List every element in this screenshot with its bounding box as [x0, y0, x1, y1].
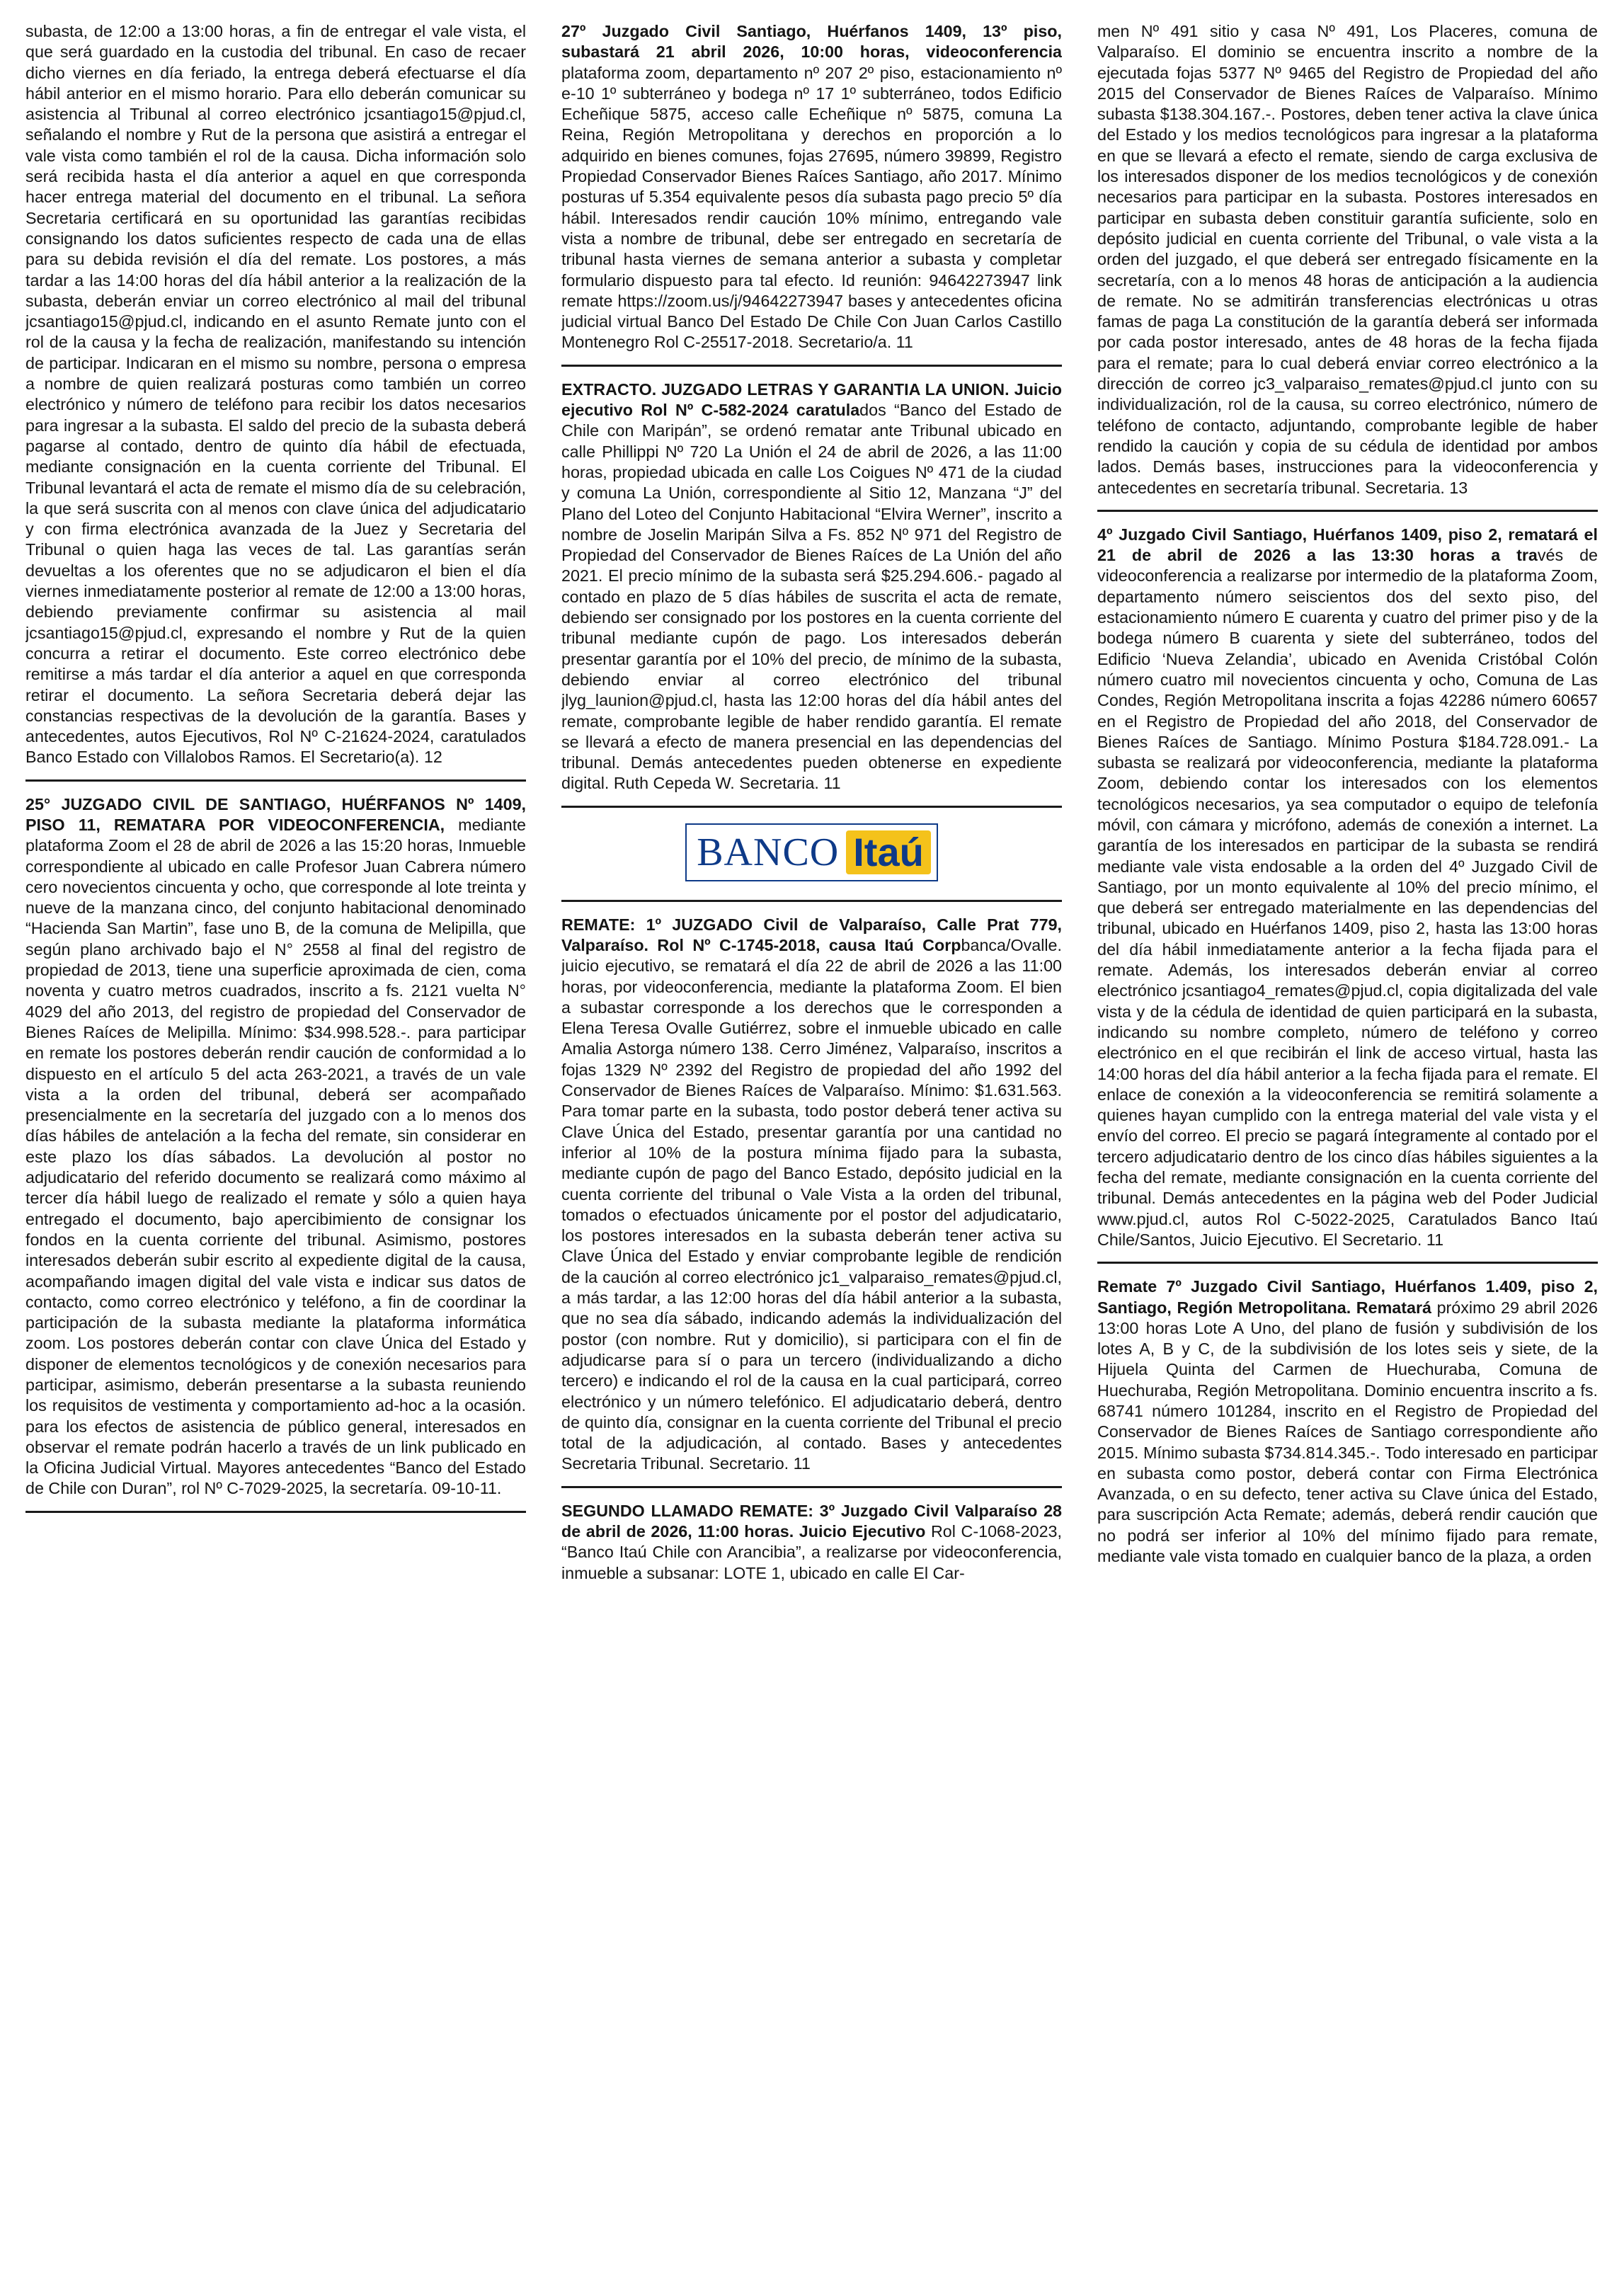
banco-itau-logo	[561, 823, 1062, 881]
notice-body: dos “Banco del Estado de Chile con Maripán”, se ordenó rematar ante Tribunal ubicado en calle Phillippi Nº 720 La Unión el 24 de abril de 2026, a las 11:00 horas, propiedad ubicada en calle Los Coigues Nº 471 de la ciudad y comuna La Unión, correspondiente al Sitio 12, Manzana “J” del Plano del Loteo del Conjunto Habitacional “Elvira Werner”, inscrito a nombre de Joselin Maripán Silva a Fs. 852 Nº 971 del Registro de Propiedad del Conservador de Bienes Raíces de La Unión del año 2021. El precio mínimo de la subasta será $25.294.606.- pagado al contado en plazo de 5 días hábiles de suscrita el acta de remate, debiendo ser consignado por los postores en la cuenta corriente del tribunal mediante cupón de pago. Los interesados deberán presentar garantía por el 10% del precio, de mínimo de la subasta, debiendo enviar al correo electrónico del tribunal jlyg_launion@pjud.cl, hasta las 12:00 horas del día hábil antes del remate, comprobante legible de haber rendido garantía. El remate se llevará a efecto de manera presencial en las dependencias del tribunal. Demás antecedentes pueden obtenerse en expediente digital. Ruth Cepeda W. Secretaria. 11	[561, 401, 1062, 793]
notice-heading: REMATE: 1º JUZGADO Civil de Valparaíso, Calle Prat 779, Valparaíso. Rol Nº C-1745-2018, causa Itaú Corp	[561, 915, 1062, 954]
notice-body: Rol C-1068-2023, “Banco Itaú Chile con Arancibia”, a realizarse por videoconferencia, inmueble a subsanar: LOTE 1, ubicado en calle El Car-	[561, 1522, 1062, 1582]
section-divider	[25, 779, 526, 782]
notice-body: men Nº 491 sitio y casa Nº 491, Los Placeres, comuna de Valparaíso. El dominio se encuentra inscrito a nombre de la ejecutada fojas 5377 Nº 9465 del Registro de Propiedad del año 2015 del Conservador de Bienes Raíces de Valparaíso. Mínimo subasta $138.304.167.-. Postores, deben tener activa la clave única del Estado y los medios tecnológicos para ingresar a la plataforma en que se llevará a efecto el remate, siendo de carga exclusiva de los interesados disponer de los medios tecnológicos y de conexión necesarios para participar en la subasta. Postores interesados en participar en subasta deben constituir garantía suficiente, solo en depósito judicial en cuenta corriente del Tribunal, o vale vista a la orden del juzgado, el que deberá ser entregado físicamente en la secretaría, con a lo menos 48 horas de anticipación a la audiencia de remate. No se admitirán transferencias electrónicas u otras famas de paga La constitución de la garantía deberá ser informada por cada postor interesado, antes de 48 horas de la fecha fijada para el remate; para lo cual deberá enviar correo electrónico a la dirección de correo jc3_valparaiso_remates@pjud.cl junto con su individualización, rol de la causa, su correo electrónico, número de teléfono de contacto, adjuntando, comprobante legible de haber rendido la caución y copia de su cédula de identidad por ambos lados. Demás bases, instrucciones para la videoconferencia y antecedentes en secretaría tribunal. Secretaria. 13	[1097, 22, 1598, 497]
notice-body: subasta, de 12:00 a 13:00 horas, a fin de entregar el vale vista, el que será guardado en la custodia del tribunal. En caso de recaer dicho viernes en día feriado, la entrega deberá efectuarse el día hábil anterior en el mismo horario. Para ello deberán comunicar su asistencia al Tribunal al correo electrónico jcsantiago15@pjud.cl, señalando el nombre y Rut de la persona que asistirá a entregar el vale vista como también el rol de la causa. Dicha información solo será recibida hasta el día anterior a aquel en que corresponda hacer entrega material del documento en el tribunal. La señora Secretaria certificará en su oportunidad las garantías recibidas consignando los datos suficientes respecto de cada una de ellas para su debida revisión el día del remate. Los postores, a más tardar a las 14:00 horas del día hábil anterior a la realización de la subasta, deberán enviar un correo electrónico al mail del tribunal jcsantiago15@pjud.cl, indicando en el asunto Remate junto con el rol de la causa y la fecha de realización, manifestando su intención de participar. Indicaran en el mismo su nombre, persona o empresa a nombre de quien realizará posturas como también un correo electrónico y número de teléfono para recibir los datos necesarios para ingresar a la subasta. El saldo del precio de la subasta deberá pagarse al contado, dentro de quinto día hábil de efectuada, mediante consignación en la cuenta corriente del Tribunal. El Tribunal levantará el acta de remate el mismo día de su celebración, la que será suscrita con al menos con clave única del adjudicatario y con firma electrónica avanzada de la Juez y Secretaria del Tribunal o quien haga las veces de tal. Las garantías serán devueltas a los oferentes que no se adjudicaron el bien el día viernes inmediatamente posterior al remate de 12:00 a 13:00 horas, debiendo previamente confirmar su asistencia al mail jcsantiago15@pjud.cl, expresando el nombre y Rut de la quien concurra a retirar el documento. Este correo electrónico debe remitirse a más tardar el día anterior a aquel en que corresponda retirar el documento. La señora Secretaria deberá dejar las constancias respectivas de la devolución de la garantía. Bases y antecedentes, autos Ejecutivos, Rol Nº C-21624-2024, caratulados Banco Estado con Villalobos Ramos. El Secretario(a). 12	[25, 22, 526, 767]
legal-notice	[561, 21, 1062, 353]
section-divider	[561, 806, 1062, 808]
legal-notice	[25, 794, 526, 1499]
column-2	[561, 21, 1062, 2270]
section-divider	[561, 365, 1062, 367]
logo-banco-text: BANCO	[697, 830, 840, 874]
notice-body: vés de videoconferencia a realizarse por intermedio de la plataforma Zoom, departamento número seiscientos dos del sexto piso, del estacionamiento número E cuarenta y cuatro del primer piso y de la bodega número B cuarenta y siete del subterráneo, todos del Edificio ‘Nueva Zelandia’, ubicado en Avenida Cristóbal Colón número cuatro mil novecientos cincuenta y ocho, Comuna de Las Condes, Región Metropolitana inscrita a fojas 42286 número 60657 en el Registro de Propiedad del año 2018, del Conservador de Bienes Raíces de Santiago. Mínimo Postura $184.728.091.- La subasta se realizará por videoconferencia, mediante la plataforma Zoom, debiendo contar los interesados con los elementos tecnológicos necesarios, ya sea computador o equipo de telefonía móvil, con cámara y micrófono, además de conexión a internet. La garantía de los interesados en participar de la subasta se rendirá mediante vale vista endosable a la orden del 4º Juzgado Civil de Santiago, por un monto equivalente al 10% del precio mínimo, el que deberá ser entregado materialmente en las dependencias del tribunal, ubicado en Huérfanos 1409, piso 2, hasta las 13:00 horas del día hábil inmediatamente anterior a la fecha fijada para el remate. Además, los interesados deberán enviar al correo electrónico jcsantiago4_remates@pjud.cl, copia digitalizada del vale vista y de la cédula de identidad de quien participará en la subasta, indicando su nombre completo, número de teléfono y correo electrónico en el que recibirán el link de acceso virtual, hasta las 14:00 horas del día hábil anterior a la fecha fijada para el remate. El enlace de conexión a la videoconferencia se remitirá solamente a quienes hayan cumplido con la entrega material del vale vista y el envío del correo. El precio se pagará íntegramente al contado por el tercero adjudicatario dentro de los cinco días hábiles siguientes a la fecha del remate, mediante consignación en la cuenta corriente del tribunal. Demás antecedentes en la página web del Poder Judicial www.pjud.cl, autos Rol C-5022-2025, Caratulados Banco Itaú Chile/Santos, Juicio Ejecutivo. El Secretario. 11	[1097, 546, 1598, 1249]
logo-itau-text: Itaú	[846, 830, 931, 874]
section-divider	[1097, 1262, 1598, 1264]
legal-notice	[1097, 1276, 1598, 1567]
notice-body: banca/Ovalle. juicio ejecutivo, se rematará el día 22 de abril de 2026 a las 11:00 horas, por videoconferencia, mediante la plataforma Zoom. El bien a subastar corresponde a los derechos que le corresponden a Elena Teresa Ovalle Gutiérrez, sobre el inmueble ubicado en calle Amalia Astorga número 138. Cerro Jiménez, Valparaíso, inscritos a fojas 1329 Nº 2392 del Registro de propiedad del año 1992 del Conservador de Bienes Raíces de Valparaíso. Mínimo: $1.631.563. Para tomar parte en la subasta, todo postor deberá tener activa su Clave Única del Estado, presentar garantía por una cantidad no inferior al 10% de la postura mínima fijado para la subasta, mediante cupón de pago del Banco Estado, depósito judicial en la cuenta corriente del tribunal o Vale Vista a la orden del tribunal, tomados o efectuados únicamente por el postor del adjudicatario, los postores interesados en la subasta deberán tener activa su Clave Única del Estado y enviar comprobante legible de rendición de la caución al correo electrónico jc1_valparaiso_remates@pjud.cl, a más tardar, a las 12:00 horas del día hábil anterior a la subasta, que no sea día sábado, indicando además la individualización del postor (con nombre. Rut y domicilio), si participara con el fin de adjudicarse para sí o para un tercero (individualizando a dicho tercero) e indicando el rol de la causa en la cual participará, correo electrónico y un número telefónico. El adjudicatario deberá, dentro de quinto día, consignar en la cuenta corriente del Tribunal el precio total de la adjudicación, al contado. Bases y antecedentes Secretaria Tribunal. Secretario. 11	[561, 935, 1062, 1473]
legal-notice	[25, 21, 526, 768]
legal-notice	[1097, 21, 1598, 498]
notice-heading: 25° JUZGADO CIVIL DE SANTIAGO, HUÉRFANOS Nº 1409, PISO 11, REMATARA POR VIDEOCONFERENCIA,	[25, 794, 526, 834]
legal-notice	[1097, 525, 1598, 1250]
legal-notice	[561, 915, 1062, 1475]
column-1	[25, 21, 526, 2270]
legal-notice	[561, 379, 1062, 794]
notice-body: mediante plataforma Zoom el 28 de abril de 2026 a las 15:20 horas, Inmueble correspondiente al ubicado en calle Profesor Juan Cabrera número cero novecientos cincuenta y ocho, que corresponde al lote treinta y nueve de la manzana cinco, del conjunto habitacional denominado “Hacienda San Martin”, fase uno B, de la comuna de Melipilla, que según plano archivado bajo el N° 2558 al final del registro de propiedad de 2013, tiene una superficie aproximada de cien, coma noventa y cuatro metros cuadrados, inscrito a fs. 2121 vuelta N° 4029 del año 2013, del registro de propiedad del Conservador de Bienes Raíces de Melipilla. Mínimo: $34.998.528.-. para participar en remate los postores deberán rendir caución de conformidad a lo dispuesto en el artículo 5 del acta 263-2021, a través de un vale vista a la orden del tribunal, deberá ser acompañado presencialmente en la secretaría del juzgado con a lo menos dos días hábiles de antelación a la fecha del remate, sin considerar en este plazo los días sábados. La devolución al postor no adjudicatario del referido documento se realizará como máximo al tercer día hábil luego de realizado el remate y sólo a quien haya entregado el documento, bajo apercibimiento de consignar los fondos en la cuenta corriente del tribunal. Asimismo, postores interesados deberán subir escrito al expediente digital de la causa, acompañando imagen digital del vale vista e indicar sus datos de contacto, como correo electrónico y teléfono, a fin de coordinar la participación de la subasta mediante la plataforma informática zoom. Los postores deberán contar con clave Única del Estado y disponer de elementos tecnológicos y de conexión necesarios para participar, asimismo, deberán presentarse a la subasta reuniendo los requisitos de vestimenta y comportamiento ad-hoc a la ocasión. para los efectos de asistencia de público general, interesados en observar el remate podrán hacerlo a través de un link publicado en la Oficina Judicial Virtual. Mayores antecedentes “Banco del Estado de Chile con Duran”, rol Nº C-7029-2025, la secretaría. 09-10-11.	[25, 815, 526, 1498]
section-divider	[561, 1486, 1062, 1488]
section-divider	[25, 1511, 526, 1513]
notice-heading: 27º Juzgado Civil Santiago, Huérfanos 1409, 13º piso, subastará 21 abril 2026, 10:00 horas, videoconferencia	[561, 22, 1062, 62]
notice-body: plataforma zoom, departamento nº 207 2º piso, estacionamiento nº e-10 1º subterráneo y bodega nº 17 1º subterráneo, todos Edificio Echeñique 5875, acceso calle Echeñique nº 5875, comuna La Reina, Región Metropolitana y derechos en proporción a lo adquirido en bienes comunes, fojas 27695, número 39899, Registro Propiedad Conservador Bienes Raíces Santiago, año 2017. Mínimo posturas uf 5.354 equivalente pesos día subasta pago precio 5º día hábil. Interesados rendir caución 10% mínimo, entregando vale vista a nombre de tribunal, debe ser entregado en secretaría de tribunal hasta viernes de semana anterior a subasta y completar formulario dispuesto para tal efecto. Id reunión: 94642273947 link remate https://zoom.us/j/94642273947 bases y antecedentes oficina judicial virtual Banco Del Estado De Chile Con Juan Carlos Castillo Montenegro Rol C-25517-2018. Secretario/a. 11	[561, 63, 1062, 352]
notice-heading: 4º Juzgado Civil Santiago, Huérfanos 1409, piso 2, rematará el 21 de abril de 2026 a las 13:30 horas a tra	[1097, 525, 1598, 565]
legal-notice	[561, 1501, 1062, 1584]
column-3	[1097, 21, 1598, 2270]
newspaper-page	[25, 21, 1599, 2270]
logo-box	[685, 823, 938, 881]
notice-body: próximo 29 abril 2026 13:00 horas Lote A Uno, del plano de fusión y subdivisión de los lotes A, B y C, de la subdivisión de los lotes seis y siete, de la Hijuela Quinta del Carmen de Huechuraba, Comuna de Huechuraba, Región Metropolitana. Dominio encuentra inscrito a fs. 68741 número 101284, inscrito en el Registro de Propiedad del Conservador de Bienes Raíces de Santiago correspondiente año 2015. Mínimo subasta $734.814.345.-. Todo interesado en participar en subasta como postor, deberá contar con Firma Electrónica Avanzada, o en su defecto, tener activa su Clave única del Estado, para suscripción Acta Remate; además, deberá rendir caución que no podrá ser inferior al 10% del mínimo fijado para remate, mediante vale vista tomado en cualquier banco de la plaza, a orden	[1097, 1298, 1598, 1566]
notice-heading: EXTRACTO. JUZGADO LETRAS Y GARANTIA LA UNION. Juicio ejecutivo Rol Nº C-582-2024 caratula	[561, 379, 1062, 420]
notice-heading: Remate 7º Juzgado Civil Santiago, Huérfanos 1.409, piso 2, Santiago, Región Metropolitana. Rematará	[1097, 1277, 1598, 1317]
section-divider	[1097, 510, 1598, 512]
section-divider	[561, 900, 1062, 902]
notice-heading: SEGUNDO LLAMADO REMATE: 3º Juzgado Civil Valparaíso 28 de abril de 2026, 11:00 horas. Juicio Ejecutivo	[561, 1501, 1062, 1541]
